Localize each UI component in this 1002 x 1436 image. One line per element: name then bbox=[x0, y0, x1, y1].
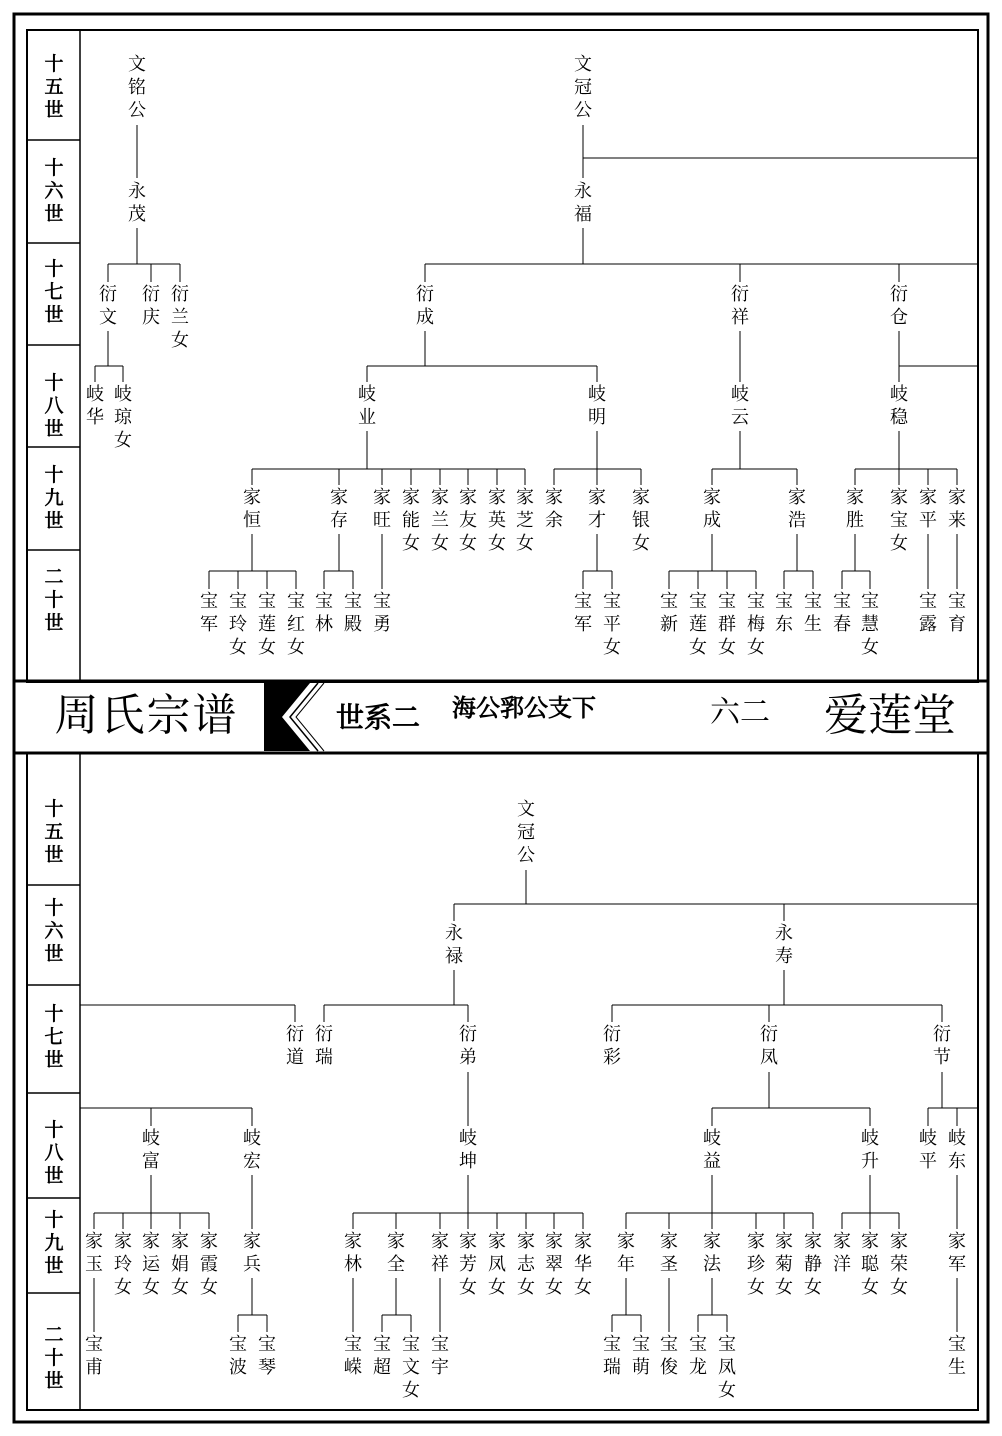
top-tree-name: 家 存 bbox=[330, 487, 348, 531]
banner-hall-name: 爱莲堂 bbox=[824, 690, 956, 741]
bottom-tree-name: 家 林 bbox=[344, 1231, 362, 1275]
top-tree-name: 衍 仓 bbox=[890, 284, 908, 328]
frame-rect bbox=[27, 30, 978, 682]
generation-label: 十 五 世 bbox=[44, 798, 64, 866]
top-tree-name: 永 福 bbox=[574, 181, 592, 225]
bottom-tree-name: 家 芳 女 bbox=[459, 1231, 477, 1298]
bottom-tree-name: 家 玲 女 bbox=[114, 1231, 132, 1298]
bottom-tree-name: 宝 凤 女 bbox=[718, 1334, 736, 1401]
bottom-tree-name: 衍 道 bbox=[286, 1024, 304, 1068]
bottom-tree-name: 家 荣 女 bbox=[890, 1231, 908, 1298]
bottom-tree-name: 宝 俊 bbox=[660, 1334, 678, 1378]
top-tree-name: 宝 军 bbox=[200, 591, 218, 635]
top-tree-name: 宝 殿 bbox=[344, 591, 362, 635]
generation-label: 十 九 世 bbox=[44, 1209, 64, 1277]
bottom-tree-name: 家 洋 bbox=[833, 1231, 851, 1275]
banner-branch: 海公郛公支下 bbox=[452, 694, 596, 722]
bottom-tree-name: 宝 超 bbox=[373, 1334, 391, 1378]
generation-label: 十 六 世 bbox=[44, 157, 64, 225]
bottom-tree-name: 衍 瑞 bbox=[315, 1024, 333, 1068]
bottom-tree-name: 岐 益 bbox=[703, 1128, 721, 1172]
bottom-tree-name: 文 冠 公 bbox=[517, 799, 535, 866]
top-tree-name: 衍 成 bbox=[416, 284, 434, 328]
top-tree-name: 永 茂 bbox=[128, 181, 146, 225]
bottom-tree-name: 衍 彩 bbox=[603, 1024, 621, 1068]
top-tree-name: 家 宝 女 bbox=[890, 487, 908, 554]
generation-label: 十 六 世 bbox=[44, 897, 64, 965]
top-tree-name: 岐 业 bbox=[358, 384, 376, 428]
top-tree-name: 宝 勇 bbox=[373, 591, 391, 635]
bottom-tree-name: 宝 龙 bbox=[689, 1334, 707, 1378]
top-tree-name: 宝 莲 女 bbox=[689, 591, 707, 658]
bottom-tree-name: 家 志 女 bbox=[517, 1231, 535, 1298]
top-tree-name: 宝 平 女 bbox=[603, 591, 621, 658]
bottom-tree-name: 衍 节 bbox=[933, 1024, 951, 1068]
generation-label: 十 九 世 bbox=[44, 464, 64, 532]
bottom-tree-name: 岐 升 bbox=[861, 1128, 879, 1172]
bottom-tree-name: 永 禄 bbox=[445, 923, 463, 967]
bottom-tree-name: 岐 平 bbox=[919, 1128, 937, 1172]
top-tree-name: 家 成 bbox=[703, 487, 721, 531]
top-tree-name: 家 才 bbox=[588, 487, 606, 531]
bottom-tree-name: 家 年 bbox=[617, 1231, 635, 1275]
top-tree-name: 岐 明 bbox=[588, 384, 606, 428]
top-tree-name: 岐 琼 女 bbox=[114, 384, 132, 451]
top-tree-name: 宝 新 bbox=[660, 591, 678, 635]
bottom-tree-name: 宝 嵘 bbox=[344, 1334, 362, 1378]
bottom-tree-name: 岐 富 bbox=[142, 1128, 160, 1172]
top-tree-name: 宝 梅 女 bbox=[747, 591, 765, 658]
top-tree-name: 家 旺 bbox=[373, 487, 391, 531]
top-tree-name: 宝 林 bbox=[315, 591, 333, 635]
bottom-tree-name: 永 寿 bbox=[775, 923, 793, 967]
generation-label: 十 七 世 bbox=[44, 258, 64, 326]
top-tree-name: 家 银 女 bbox=[632, 487, 650, 554]
top-tree-name: 文 冠 公 bbox=[574, 54, 592, 121]
bottom-tree-name: 家 兵 bbox=[243, 1231, 261, 1275]
top-tree-name: 家 能 女 bbox=[402, 487, 420, 554]
bottom-tree-name: 家 祥 bbox=[431, 1231, 449, 1275]
bottom-tree-name: 宝 萌 bbox=[632, 1334, 650, 1378]
top-tree-name: 文 铭 公 bbox=[128, 54, 146, 121]
top-tree-name: 宝 慧 女 bbox=[861, 591, 879, 658]
top-tree-name: 衍 祥 bbox=[731, 284, 749, 328]
bottom-tree-name: 宝 波 bbox=[229, 1334, 247, 1378]
bottom-tree-name: 家 玉 bbox=[85, 1231, 103, 1275]
frame-rect bbox=[27, 753, 978, 1410]
bottom-tree-name: 家 珍 女 bbox=[747, 1231, 765, 1298]
banner-page-number: 六二 bbox=[710, 695, 770, 730]
top-tree-name: 宝 莲 女 bbox=[258, 591, 276, 658]
bottom-tree-name: 家 运 女 bbox=[142, 1231, 160, 1298]
banner-title: 周氏宗谱 bbox=[54, 690, 239, 741]
bottom-tree-name: 宝 甫 bbox=[85, 1334, 103, 1378]
top-tree-name: 宝 露 bbox=[919, 591, 937, 635]
top-tree-name: 衍 文 bbox=[99, 284, 117, 328]
top-tree-name: 宝 红 女 bbox=[287, 591, 305, 658]
bottom-tree-name: 宝 瑞 bbox=[603, 1334, 621, 1378]
top-tree-name: 宝 育 bbox=[948, 591, 966, 635]
bottom-tree-name: 家 凤 女 bbox=[488, 1231, 506, 1298]
bottom-tree-name: 家 全 bbox=[387, 1231, 405, 1275]
bottom-tree-name: 家 翠 女 bbox=[545, 1231, 563, 1298]
bottom-tree-name: 宝 宇 bbox=[431, 1334, 449, 1378]
top-tree-name: 宝 东 bbox=[775, 591, 793, 635]
generation-label: 十 八 世 bbox=[44, 1119, 64, 1187]
generation-label: 二 十 世 bbox=[44, 566, 64, 634]
bottom-tree-name: 家 法 bbox=[703, 1231, 721, 1275]
bottom-tree-name: 家 军 bbox=[948, 1231, 966, 1275]
bottom-tree-name: 家 聪 女 bbox=[861, 1231, 879, 1298]
top-tree-name: 宝 玲 女 bbox=[229, 591, 247, 658]
bottom-tree-name: 宝 琴 bbox=[258, 1334, 276, 1378]
bottom-tree-name: 家 娟 女 bbox=[171, 1231, 189, 1298]
banner-series: 世系二 bbox=[336, 701, 421, 734]
generation-label: 二 十 世 bbox=[44, 1324, 64, 1392]
top-tree-name: 衍 庆 bbox=[142, 284, 160, 328]
top-tree-name: 家 友 女 bbox=[459, 487, 477, 554]
banner-arrow bbox=[266, 683, 310, 751]
top-tree-name: 家 兰 女 bbox=[431, 487, 449, 554]
top-tree-name: 家 恒 bbox=[243, 487, 261, 531]
top-tree-name: 家 英 女 bbox=[488, 487, 506, 554]
top-tree-name: 宝 生 bbox=[804, 591, 822, 635]
top-tree-name: 家 芝 女 bbox=[516, 487, 534, 554]
bottom-tree-name: 家 霞 女 bbox=[200, 1231, 218, 1298]
top-tree-name: 家 平 bbox=[919, 487, 937, 531]
top-tree-name: 家 浩 bbox=[788, 487, 806, 531]
generation-label: 十 七 世 bbox=[44, 1003, 64, 1071]
top-tree-name: 家 来 bbox=[948, 487, 966, 531]
top-tree-name: 宝 春 bbox=[833, 591, 851, 635]
bottom-tree-name: 宝 文 女 bbox=[402, 1334, 420, 1401]
bottom-tree-name: 家 圣 bbox=[660, 1231, 678, 1275]
generation-label: 十 八 世 bbox=[44, 372, 64, 440]
top-tree-name: 岐 华 bbox=[86, 384, 104, 428]
bottom-tree-name: 宝 生 bbox=[948, 1334, 966, 1378]
bottom-tree-name: 衍 凤 bbox=[760, 1024, 778, 1068]
bottom-tree-name: 岐 宏 bbox=[243, 1128, 261, 1172]
bottom-tree-name: 岐 东 bbox=[948, 1128, 966, 1172]
top-tree-name: 衍 兰 女 bbox=[171, 284, 189, 351]
top-tree-name: 家 胜 bbox=[846, 487, 864, 531]
bottom-tree-name: 岐 坤 bbox=[459, 1128, 477, 1172]
top-tree-name: 家 余 bbox=[545, 487, 563, 531]
bottom-tree-name: 家 静 女 bbox=[804, 1231, 822, 1298]
top-tree-name: 宝 群 女 bbox=[718, 591, 736, 658]
top-tree-name: 岐 云 bbox=[731, 384, 749, 428]
bottom-tree-name: 家 华 女 bbox=[574, 1231, 592, 1298]
generation-label: 十 五 世 bbox=[44, 53, 64, 121]
bottom-tree-name: 衍 弟 bbox=[459, 1024, 477, 1068]
top-tree-name: 宝 军 bbox=[574, 591, 592, 635]
bottom-tree-name: 家 菊 女 bbox=[775, 1231, 793, 1298]
top-tree-name: 岐 稳 bbox=[890, 384, 908, 428]
